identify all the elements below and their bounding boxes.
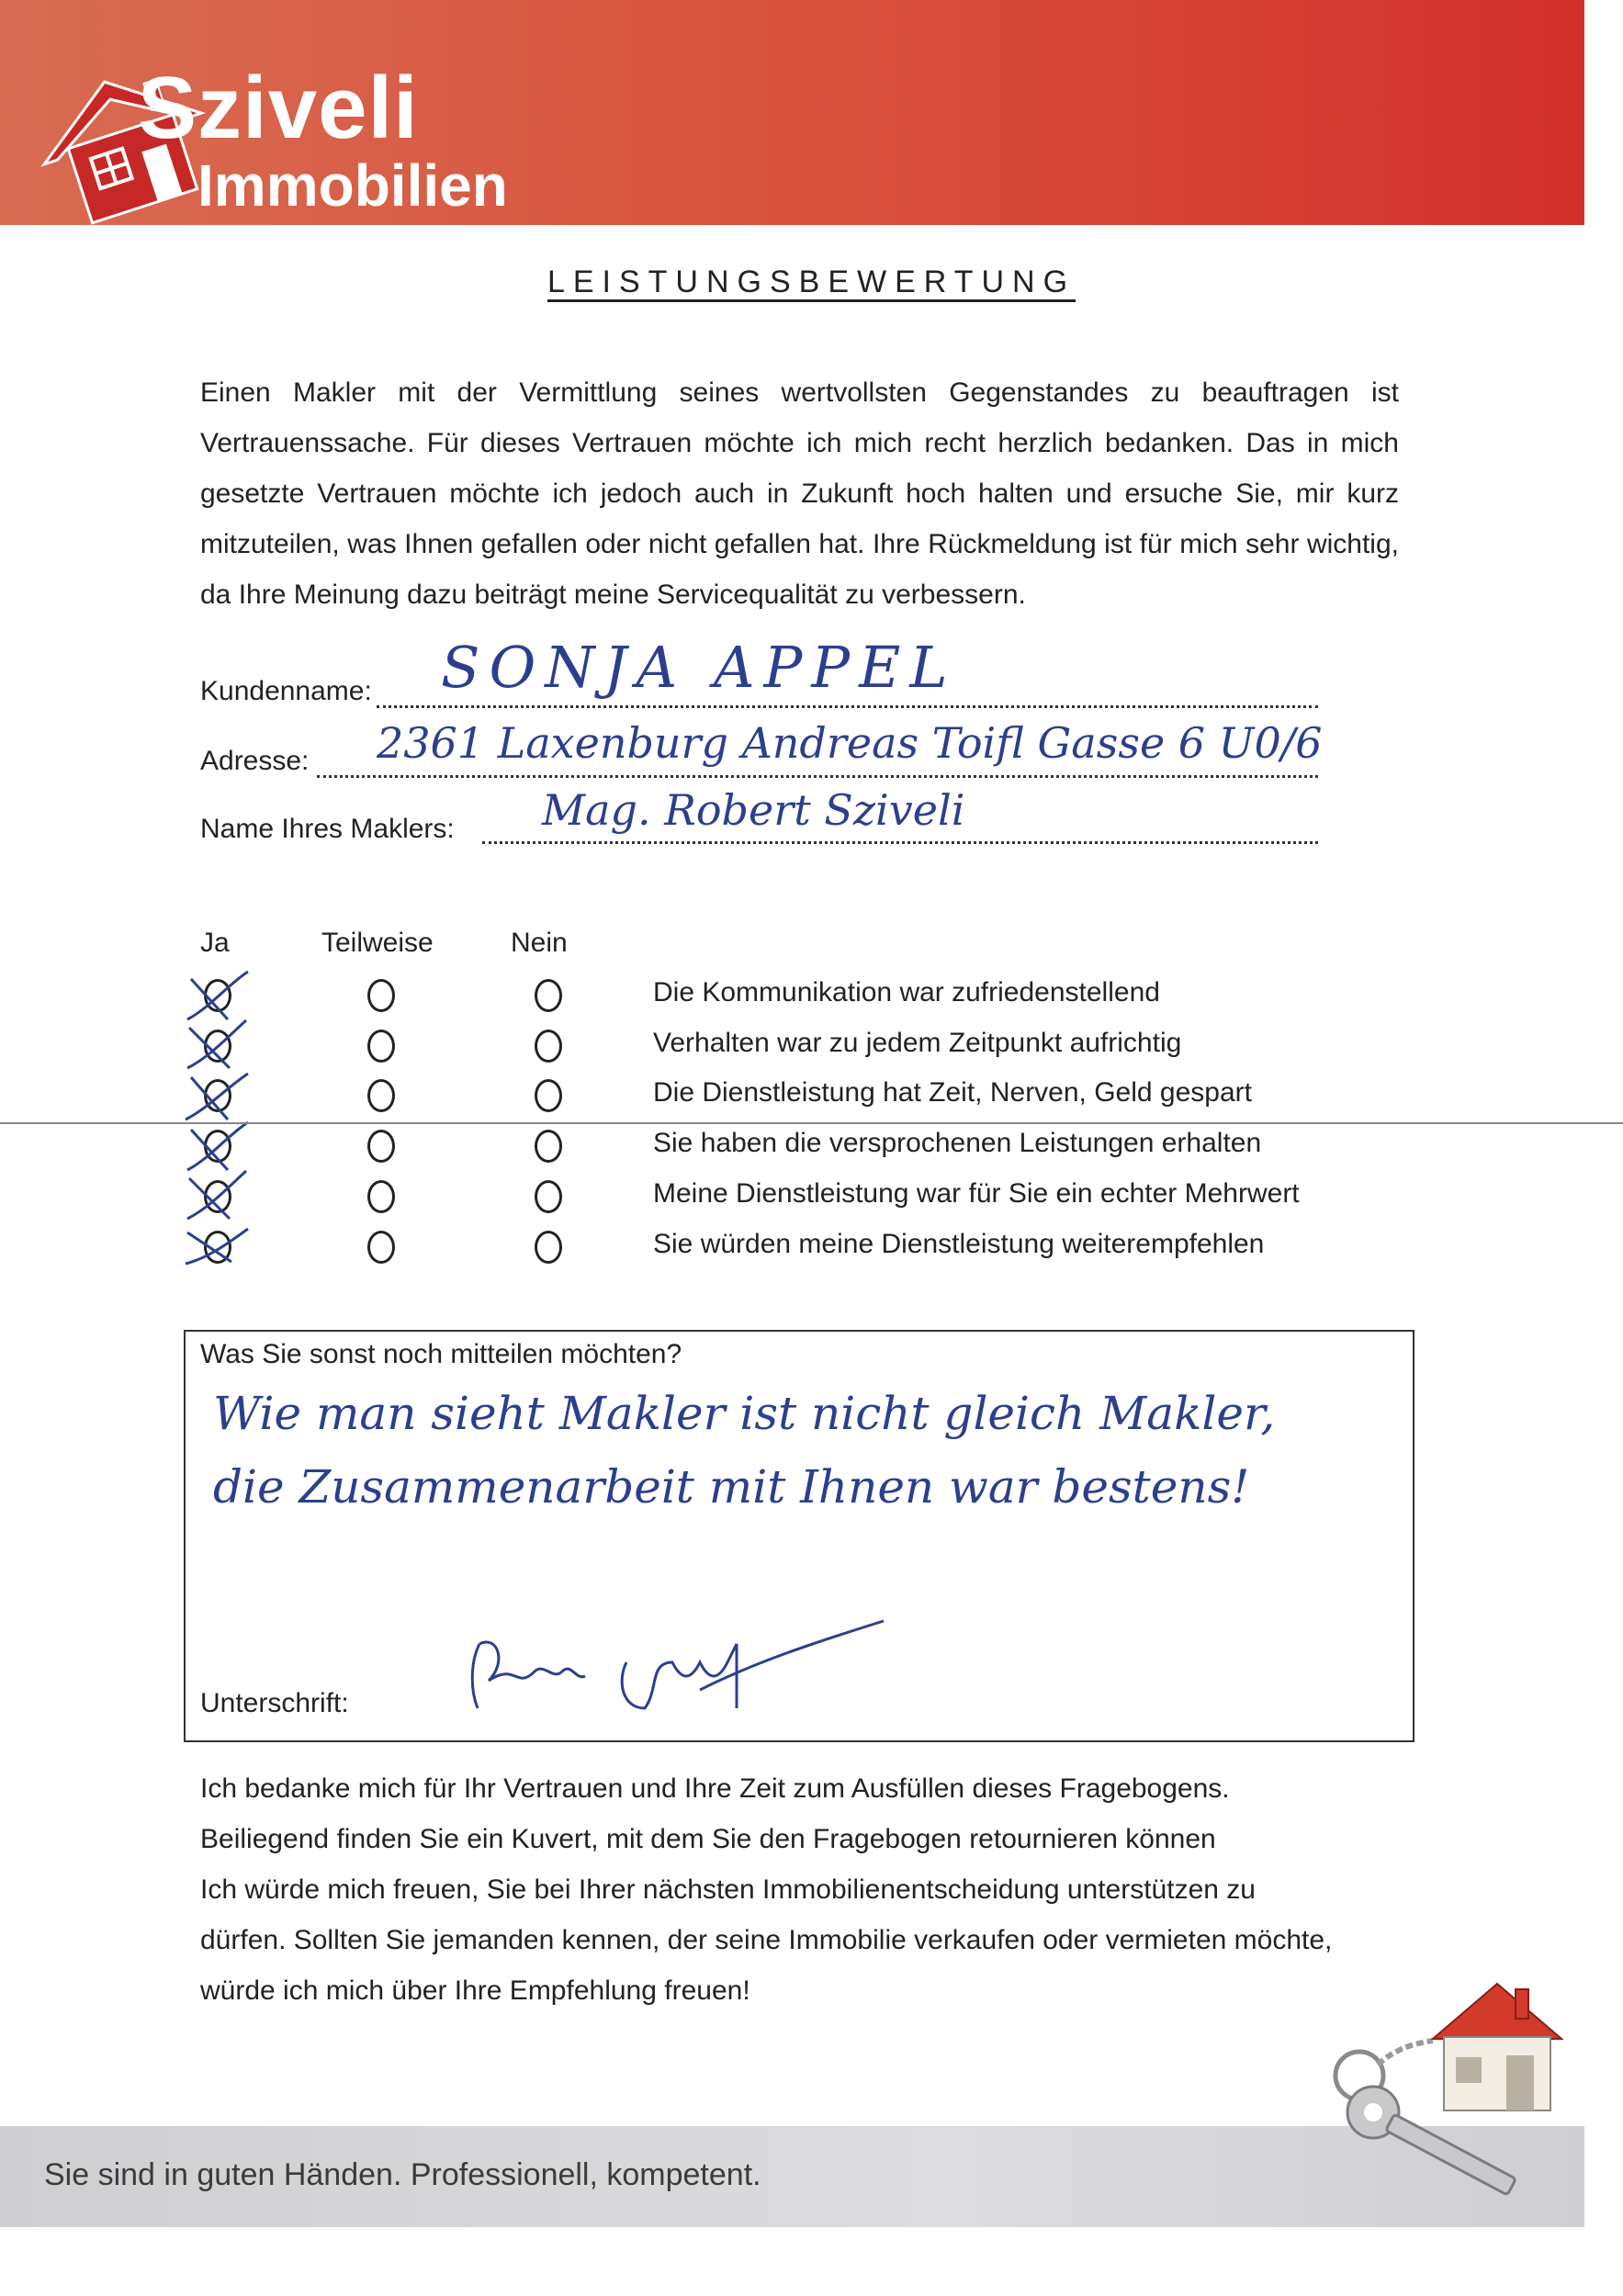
- closing-line: Ich bedanke mich für Ihr Vertrauen und Ihre Zeit zum Ausfüllen dieses Fragebogens.: [200, 1773, 1230, 1804]
- closing-line: Ich würde mich freuen, Sie bei Ihrer nächsten Immobilienentscheidung unterstützen zu: [200, 1874, 1256, 1905]
- option-nein[interactable]: [535, 979, 562, 1012]
- option-teilweise[interactable]: [367, 1130, 395, 1163]
- comment-line-2[interactable]: die Zusammenarbeit mit Ihnen war bestens!: [213, 1460, 1250, 1514]
- rating-statement: Die Kommunikation war zufriedenstellend: [653, 977, 1160, 1007]
- comment-line-1[interactable]: Wie man sieht Makler ist nicht gleich Makler,: [213, 1387, 1276, 1440]
- option-nein[interactable]: [535, 1079, 562, 1112]
- closing-paragraph: [200, 1763, 1431, 2016]
- footer-tagline: Sie sind in guten Händen. Professionell, kompetent.: [44, 2157, 761, 2192]
- intro-paragraph: Einen Makler mit der Vermittlung seines wertvollsten Gegenstandes zu beauftragen ist Vertrauenssache. Für dieses Vertrauen möchte ich mich recht herzlich bedanken. Das in mich gesetzte Vertrauen möchte ich jedoch auch in Zukunft hoch halten und ersuche Sie, mir kurz mitzuteilen, was Ihnen gefallen oder nicht gefallen hat. Ihre Rückmeldung ist für mich sehr wichtig, da Ihre Meinung dazu beiträgt meine Servicequalität zu verbessern.: [200, 377, 1399, 610]
- agent-name-label: Name Ihres Maklers:: [200, 814, 455, 844]
- logo-subtitle: Immobilien: [197, 152, 508, 219]
- rating-statement: Sie haben die versprochenen Leistungen erhalten: [653, 1128, 1262, 1158]
- comment-box: [184, 1330, 1414, 1742]
- rating-statement: Die Dienstleistung hat Zeit, Nerven, Geld gespart: [653, 1077, 1252, 1108]
- agent-name-dots: [482, 841, 1318, 844]
- page-title: LEISTUNGSBEWERTUNG: [547, 264, 1076, 299]
- company-logo: [28, 28, 508, 239]
- option-nein[interactable]: [535, 1231, 562, 1264]
- rating-statement: Meine Dienstleistung war für Sie ein echter Mehrwert: [653, 1178, 1300, 1209]
- rating-row: [0, 1124, 1623, 1174]
- option-teilweise[interactable]: [367, 1231, 395, 1264]
- option-teilweise[interactable]: [367, 1180, 395, 1213]
- closing-line: Beiliegend finden Sie ein Kuvert, mit dem Sie den Fragebogen retournieren können: [200, 1824, 1216, 1854]
- option-teilweise[interactable]: [367, 1079, 395, 1112]
- option-nein[interactable]: [535, 1130, 562, 1163]
- comment-label: Was Sie sonst noch mitteilen möchten?: [200, 1339, 682, 1369]
- address-field[interactable]: 2361 Laxenburg Andreas Toifl Gasse 6 U0/6: [377, 718, 1323, 768]
- paper-fold-line: [0, 1122, 1623, 1124]
- option-teilweise[interactable]: [367, 979, 395, 1012]
- house-key-icon: [1286, 1956, 1580, 2213]
- rating-row: [0, 1175, 1623, 1224]
- rating-row: [0, 974, 1623, 1023]
- signature-label: Unterschrift:: [200, 1688, 349, 1718]
- option-teilweise[interactable]: [367, 1030, 395, 1063]
- closing-line: würde ich mich über Ihre Empfehlung freuen!: [200, 1975, 750, 2006]
- closing-line: dürfen. Sollten Sie jemanden kennen, der seine Immobilie verkaufen oder vermieten möchte,: [200, 1925, 1333, 1955]
- option-nein[interactable]: [535, 1180, 562, 1213]
- rating-statement: Verhalten war zu jedem Zeitpunkt aufrichtig: [653, 1028, 1182, 1058]
- logo-wordmark: Sziveli: [138, 59, 419, 157]
- column-header-nein: Nein: [511, 928, 568, 958]
- option-nein[interactable]: [535, 1030, 562, 1063]
- rating-statement: Sie würden meine Dienstleistung weiterempfehlen: [653, 1229, 1265, 1259]
- address-dots: [317, 775, 1318, 778]
- rating-row: [0, 1225, 1623, 1275]
- customer-name-label: Kundenname:: [200, 676, 372, 706]
- address-label: Adresse:: [200, 746, 310, 776]
- agent-name-field[interactable]: Mag. Robert Sziveli: [542, 785, 965, 835]
- customer-name-dots: [377, 705, 1318, 708]
- column-header-ja: Ja: [200, 928, 230, 958]
- column-header-teilweise: Teilweise: [321, 928, 434, 958]
- signature-image[interactable]: [461, 1607, 902, 1727]
- rating-row: [0, 1074, 1623, 1123]
- customer-name-field[interactable]: SONJA APPEL: [441, 634, 957, 701]
- check-mark-icon: [175, 1218, 257, 1282]
